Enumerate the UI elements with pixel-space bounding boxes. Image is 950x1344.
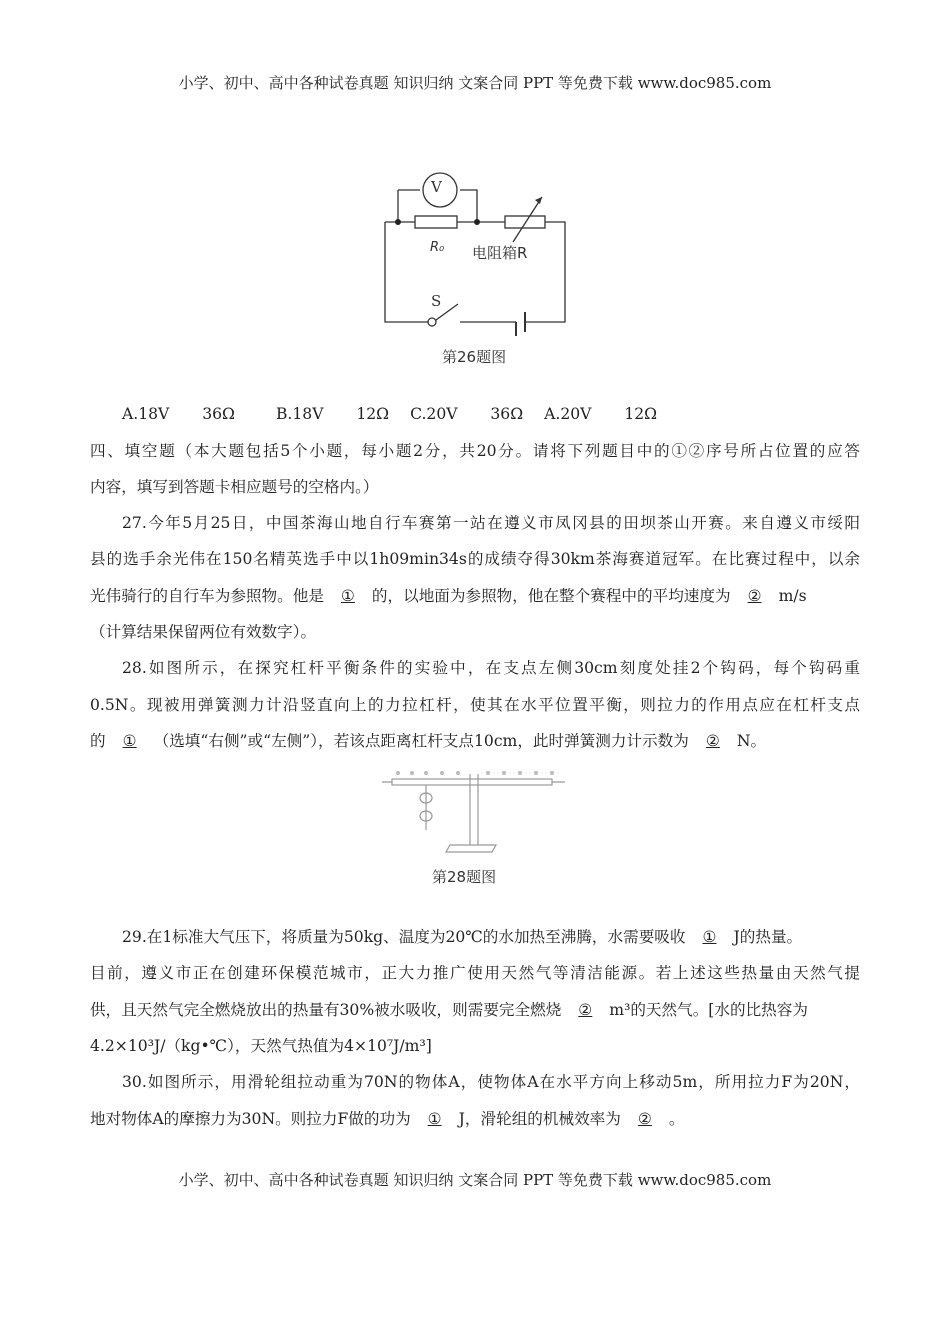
text: 光伟骑行的自行车为参照物。他是 (90, 587, 324, 605)
text: 供，且天然气完全燃烧放出的热量有30%被水吸收，则需要完全燃烧 (90, 1001, 562, 1019)
option-d: A.20V 12Ω (544, 405, 658, 423)
text: 29.在1标准大气压下，将质量为50kg、温度为20℃的水加热至沸腾，水需要吸收 (122, 928, 686, 946)
voltmeter-label: V (431, 178, 442, 196)
figure-caption: 第26题图 (442, 348, 507, 366)
answer-blank-2: ② (747, 587, 762, 605)
q27-text (90, 586, 860, 606)
answer-blank-2: ② (705, 732, 720, 750)
section-heading-cont: 内容，填写到答题卡相应题号的空格内。） (90, 478, 379, 496)
q29-text: 4.2×10³J/（kg•℃），天然气热值为4×10⁷J/m³] (90, 1037, 432, 1055)
text: m/s (778, 587, 807, 605)
q28-text: 28.如图所示，在探究杠杆平衡条件的实验中，在支点左侧30cm刻度处挂2个钩码，每个钩码重 (122, 659, 860, 677)
answer-blank-1: ① (702, 928, 717, 946)
option-c: C.20V 36Ω (410, 405, 524, 423)
page-footer: 小学、初中、高中各种试卷真题 知识归纳 文案合同 PPT 等免费下载 www.doc985.com (178, 1171, 772, 1189)
q28-text: 0.5N。现被用弹簧测力计沿竖直向上的力拉杠杆，使其在水平位置平衡，则拉力的作用点应在杠杆支点 (90, 696, 860, 714)
text: 的 (90, 732, 106, 750)
q28-text (90, 731, 860, 751)
figure-caption: 第28题图 (432, 868, 497, 886)
q29-text: 目前，遵义市正在创建环保模范城市，正大力推广使用天然气等清洁能源。若上述这些热量由天然气提 (90, 964, 860, 982)
answer-blank-2: ② (578, 1001, 593, 1019)
q29-text (90, 1000, 860, 1020)
text: 地对物体A的摩擦力为30N。则拉力F做的功为 (90, 1110, 411, 1128)
q27-text: 27.今年5月25日，中国茶海山地自行车赛第一站在遵义市凤冈县的田坝茶山开赛。来自遵义市绥阳 (122, 514, 860, 532)
q29-text (122, 927, 860, 947)
text: m³的天然气。[水的比热容为 (609, 1001, 808, 1019)
answer-blank-1: ① (122, 732, 137, 750)
q27-text: 县的选手余光伟在150名精英选手中以1h09min34s的成绩夺得30km茶海赛道冠军。在比赛过程中，以余 (90, 550, 860, 568)
text: （选填“右侧”或“左侧”），若该点距离杠杆支点10cm，此时弹簧测力计示数为 (153, 732, 689, 750)
section-heading: 四、填空题（本大题包括5个小题，每小题2分，共20分。请将下列题目中的①②序号所占位置的应答 (90, 442, 860, 460)
text: 的，以地面为参照物，他在整个赛程中的平均速度为 (371, 587, 731, 605)
text: N。 (736, 732, 767, 750)
resistance-box-label: 电阻箱R (472, 244, 528, 262)
page-header: 小学、初中、高中各种试卷真题 知识归纳 文案合同 PPT 等免费下载 www.doc985.com (178, 74, 772, 92)
r0-label: R₀ (430, 240, 445, 255)
text: J的热量。 (733, 928, 803, 946)
q30-text: 30.如图所示，用滑轮组拉动重为70N的物体A，使物体A在水平方向上移动5m，所用拉力F为20N， (122, 1073, 860, 1091)
q27-text: （计算结果保留两位有效数字）。 (90, 623, 317, 641)
switch-label: S (431, 292, 442, 310)
option-b: B.18V 12Ω (275, 405, 390, 423)
lever-diagram (370, 760, 570, 860)
text: 。 (668, 1110, 685, 1128)
option-a: A.18V 36Ω (122, 405, 235, 423)
answer-options (122, 404, 860, 424)
answer-blank-1: ① (340, 587, 355, 605)
circuit-diagram (370, 160, 580, 370)
answer-blank-2: ② (637, 1110, 652, 1128)
q30-text (90, 1109, 860, 1129)
answer-blank-1: ① (427, 1110, 442, 1128)
text: J，滑轮组的机械效率为 (458, 1110, 621, 1128)
